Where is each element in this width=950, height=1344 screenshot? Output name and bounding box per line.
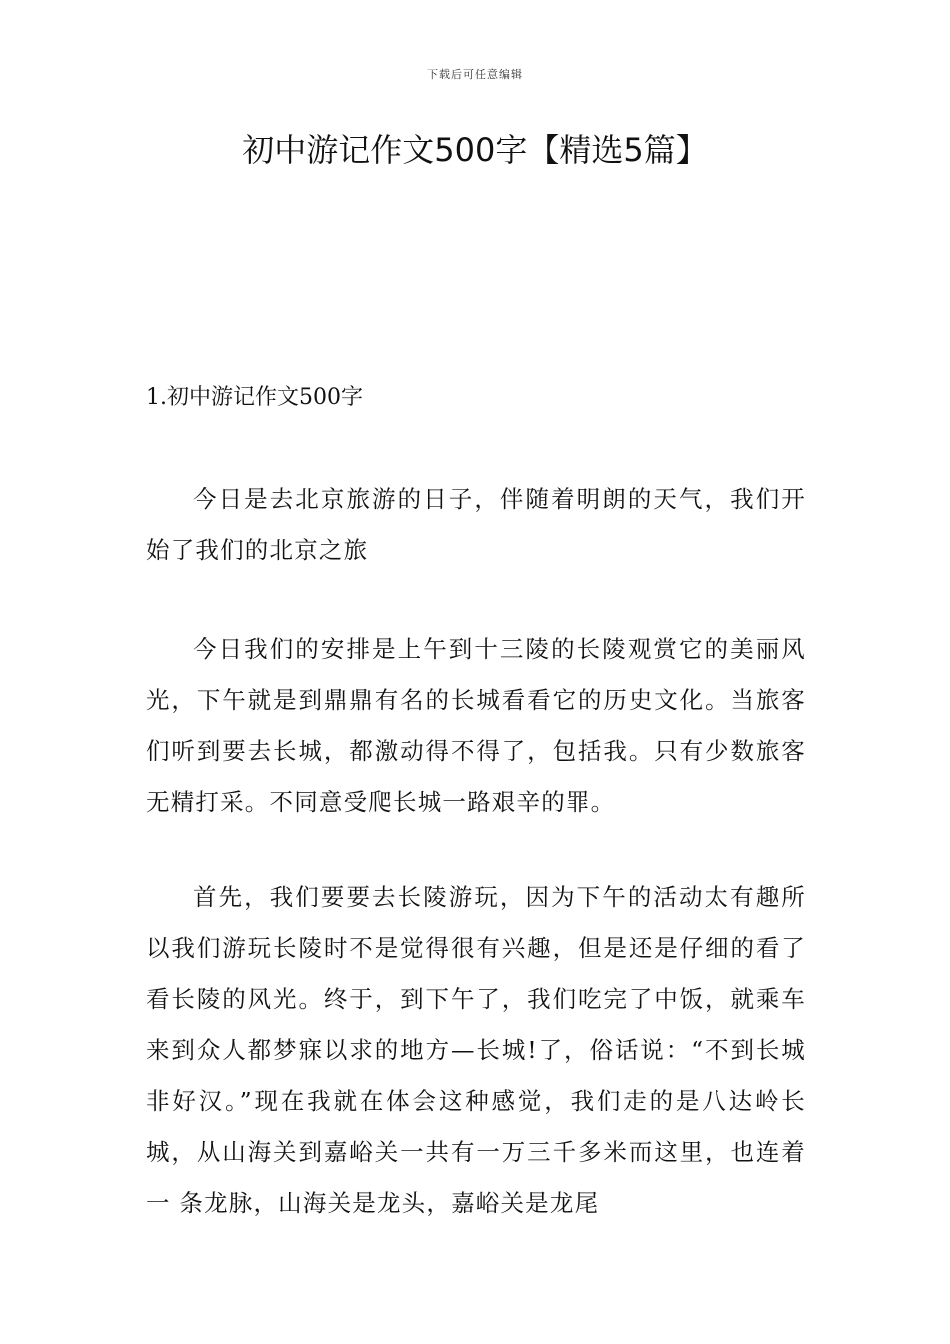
document-title: 初中游记作文500字【精选5篇】 <box>242 131 708 169</box>
header-note: 下载后可任意编辑 <box>427 68 523 81</box>
paragraph-1: 今日是去北京旅游的日子，伴随着明朗的天气，我们开始了我们的北京之旅 <box>146 485 806 564</box>
paragraph-3: 首先，我们要要去长陵游玩，因为下午的活动太有趣所以我们游玩长陵时不是觉得很有兴趣，但是还是仔细的看了看长陵的风光。终于，到下午了，我们吃完了中饭，就乘车来到众人都梦寐以求的地方—长城!了，俗话说：“不到长城非好汉。”现在我就在体会这种感觉，我们走的是八达岭长城，从山海关到嘉峪关一共有一万三千多米而这里，也连着一 条龙脉，山海关是龙头，嘉峪关是龙尾 <box>146 883 806 1217</box>
paragraph-2: 今日我们的安排是上午到十三陵的长陵观赏它的美丽风光，下午就是到鼎鼎有名的长城看看它的历史文化。当旅客们听到要去长城，都激动得不得了，包括我。只有少数旅客无精打采。不同意受爬长城一路艰辛的罪。 <box>146 635 806 816</box>
section-heading: 1.初中游记作文500字 <box>146 385 363 410</box>
